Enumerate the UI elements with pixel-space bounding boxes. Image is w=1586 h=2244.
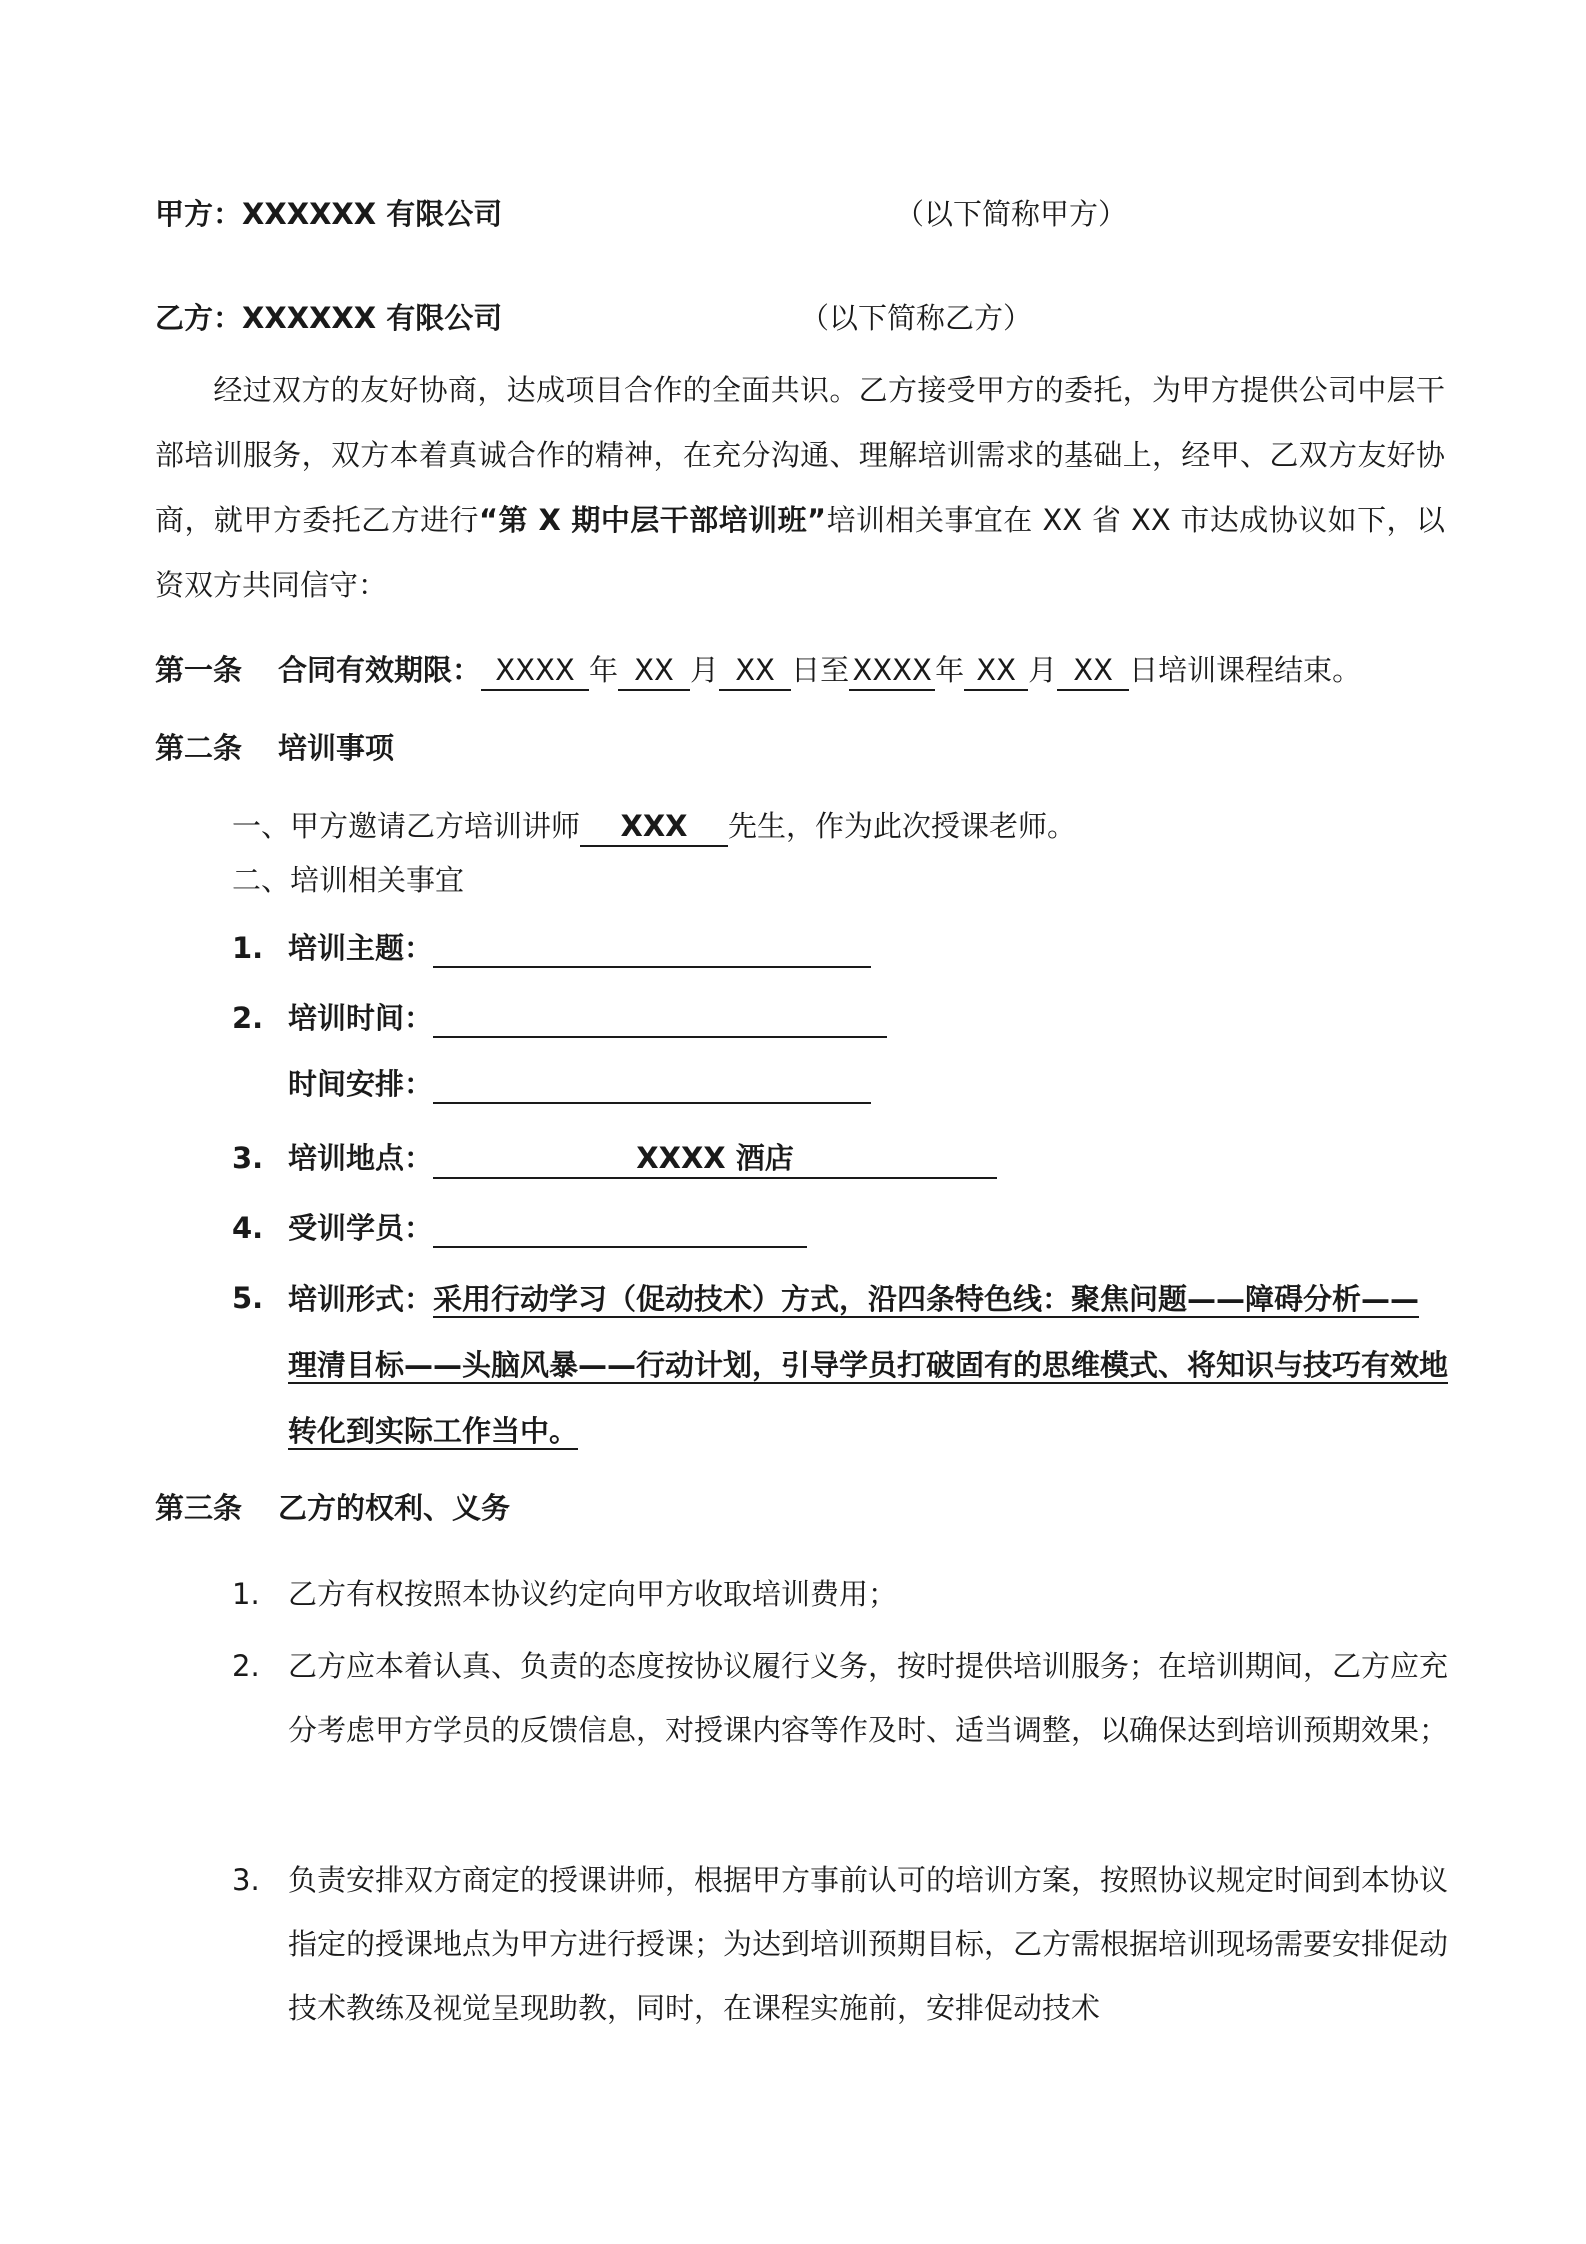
list-num-2: 2. (232, 1001, 264, 1035)
article1-line (155, 650, 1361, 691)
trainer-name: XXX (580, 807, 728, 847)
article2-heading-line (155, 728, 394, 768)
location-value: XXXX 酒店 (433, 1139, 997, 1179)
location-label: 培训地点： (288, 1141, 434, 1175)
trainees-blank (433, 1210, 807, 1248)
a3-num-1: 1. (232, 1577, 260, 1611)
article3-heading: 第三条 (155, 1491, 243, 1525)
month-unit: 月 (690, 653, 720, 687)
schedule-blank (433, 1066, 871, 1104)
article1-day1: XX (719, 651, 791, 691)
article2-heading: 第二条 (155, 731, 243, 765)
list-num-1: 1. (232, 931, 264, 965)
topic-blank (433, 930, 871, 968)
time-label: 培训时间： (288, 1001, 434, 1035)
format-text: 采用行动学习（促动技术）方式，沿四条特色线：聚焦问题——障碍分析——理清目标——头脑风暴——行动计划，引导学员打破固有的思维模式、将知识与技巧有效地转化到实际工作当中。 (288, 1282, 1449, 1448)
article1-month1: XX (618, 651, 690, 691)
schedule-label: 时间安排： (288, 1067, 434, 1101)
topic-label: 培训主题： (288, 931, 434, 965)
article2-title: 培训事项 (278, 731, 395, 765)
article1-label: 合同有效期限： (278, 653, 482, 687)
article3-title: 乙方的权利、义务 (278, 1491, 511, 1525)
training-format (288, 1266, 1448, 1464)
party-b-note: （以下简称乙方） (800, 301, 1033, 335)
intro-paragraph (155, 358, 1445, 618)
item1-post: 先生，作为此次授课老师。 (728, 809, 1077, 843)
month-unit-2: 月 (1028, 653, 1058, 687)
list-num-4: 4. (232, 1211, 264, 1245)
party-a-label: 甲方：XXXXXX 有限公司 (155, 197, 503, 231)
a3-num-3: 3. (232, 1863, 260, 1897)
list-item-time (288, 998, 887, 1038)
intro-part1: 经过双方的友好协商，达成项目合作的全面共识。乙方接受甲方的委托，为甲方提供公司中层干部培训服务，双方本着真诚合作的精神，在充分沟通、理解培训需求的基础上，经甲、乙双方友好协商，就甲方委托乙方进行 (155, 373, 1445, 537)
list-num-5: 5. (232, 1281, 264, 1315)
list-item-topic (288, 928, 871, 968)
a3-item-2: 乙方应本着认真、负责的态度按协议履行义务，按时提供培训服务；在培训期间，乙方应充分考虑甲方学员的反馈信息，对授课内容等作及时、适当调整，以确保达到培训预期效果； (288, 1649, 1449, 1747)
time-blank (433, 1000, 887, 1038)
article3-heading-line (155, 1488, 510, 1528)
party-b-label: 乙方：XXXXXX 有限公司 (155, 301, 503, 335)
format-label: 培训形式： (288, 1282, 434, 1316)
party-a-note: （以下简称甲方） (895, 197, 1128, 231)
intro-part2: 培训相关事宜在 XX 省 XX 市达成协议如下，以资双方共同信守： (155, 503, 1445, 602)
article2-item1 (232, 806, 1076, 847)
article1-year1: XXXX (481, 651, 589, 691)
article1-month2: XX (964, 651, 1028, 691)
year-unit: 年 (589, 653, 619, 687)
article2-item2: 二、培训相关事宜 (232, 863, 465, 897)
article1-heading: 第一条 (155, 653, 243, 687)
a3-item-1: 乙方有权按照本协议约定向甲方收取培训费用； (288, 1577, 898, 1611)
list-item-schedule (288, 1064, 871, 1104)
article1-day2: XX (1057, 651, 1129, 691)
a3-num-2: 2. (232, 1649, 260, 1683)
a3-item-3: 负责安排双方商定的授课讲师，根据甲方事前认可的培训方案，按照协议规定时间到本协议指定的授课地点为甲方进行授课；为达到培训预期目标，乙方需根据培训现场需要安排促动技术教练及视觉呈现助教，同时，在课程实施前，安排促动技术 (288, 1863, 1449, 2025)
list-item-trainees (288, 1208, 807, 1248)
year-unit-2: 年 (935, 653, 965, 687)
intro-quote: “第 X 期中层干部培训班” (479, 503, 827, 537)
article1-year2: XXXX (849, 651, 935, 691)
item1-pre: 一、甲方邀请乙方培训讲师 (232, 809, 581, 843)
trainees-label: 受训学员： (288, 1211, 434, 1245)
day-to: 日至 (791, 653, 850, 687)
article1-tail: 日培训课程结束。 (1129, 653, 1362, 687)
list-num-3: 3. (232, 1141, 264, 1175)
list-item-location (288, 1138, 997, 1179)
